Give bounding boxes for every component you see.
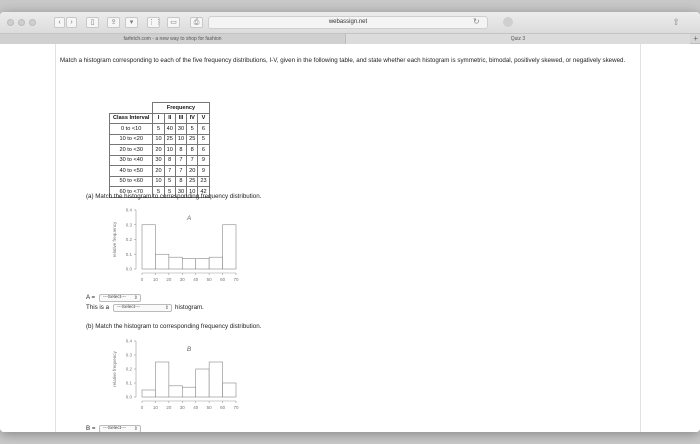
- column-header: I: [153, 113, 164, 124]
- frequency-cell: 10: [153, 134, 164, 145]
- download-button[interactable]: [125, 17, 138, 28]
- x-tick-label: 10: [152, 405, 158, 410]
- column-header: V: [198, 113, 209, 124]
- x-tick-label: 70: [233, 405, 239, 410]
- histogram-bar: [182, 387, 195, 397]
- frequency-cell: 20: [187, 166, 198, 177]
- x-tick-label: 30: [179, 277, 185, 282]
- y-tick-label: 0.2: [125, 366, 132, 372]
- frequency-cell: 25: [164, 134, 175, 145]
- sidebar-icon: ▯: [90, 19, 95, 26]
- histogram-bar: [142, 390, 155, 397]
- download-icon: ▾: [129, 19, 134, 26]
- forward-button[interactable]: [66, 17, 77, 28]
- class-interval-cell: 20 to <30: [110, 145, 153, 156]
- minimize-window-button[interactable]: [18, 19, 25, 26]
- page-content: [0, 44, 700, 432]
- frequency-cell: 8: [164, 155, 175, 166]
- x-tick-label: 60: [220, 277, 226, 282]
- histogram-bar: [155, 254, 168, 269]
- histogram-bar: [182, 259, 195, 269]
- frequency-cell: 23: [198, 176, 209, 187]
- part-a-var-label: A =: [86, 294, 96, 301]
- select-arrows-icon: ⇕: [133, 426, 138, 432]
- histogram-title: A: [186, 215, 192, 222]
- class-interval-cell: 30 to <40: [110, 155, 153, 166]
- grid-icon: ⋮⋮: [148, 19, 162, 26]
- frequency-cell: 7: [175, 166, 186, 177]
- class-interval-cell: 10 to <20: [110, 134, 153, 145]
- share-icon: ⇪: [110, 19, 117, 26]
- select-value: ---Select---: [103, 295, 126, 300]
- class-interval-cell: 40 to <50: [110, 166, 153, 177]
- x-tick-label: 60: [220, 405, 226, 410]
- x-tick-label: 20: [166, 277, 172, 282]
- close-window-button[interactable]: [7, 19, 14, 26]
- frequency-cell: 7: [187, 155, 198, 166]
- question-text: Match a histogram corresponding to each of the five frequency distributions, I-V, given in the following table, and state whether each histogram is symmetric, bimodal, positively skewed, or negatively skewed.: [60, 57, 626, 64]
- histogram-bar: [169, 386, 182, 397]
- histogram-b: [100, 335, 250, 417]
- histogram-bar: [209, 257, 222, 269]
- tab-quiz[interactable]: Quiz 3: [345, 34, 690, 44]
- frequency-cell: 7: [164, 166, 175, 177]
- histogram-a-select[interactable]: [99, 294, 141, 302]
- frequency-cell: 5: [153, 187, 164, 198]
- frequency-cell: 42: [198, 187, 209, 198]
- select-arrows-icon: ⇕: [133, 295, 138, 301]
- part-a-prompt: (a) Match the histogram to corresponding frequency distribution.: [86, 193, 262, 200]
- frequency-cell: 25: [187, 176, 198, 187]
- class-interval-cell: 60 to <70: [110, 187, 153, 198]
- frequency-cell: 10: [164, 145, 175, 156]
- frequency-cell: 5: [198, 134, 209, 145]
- x-tick-label: 10: [152, 277, 158, 282]
- frequency-cell: 20: [153, 145, 164, 156]
- y-tick-label: 0.4: [125, 338, 132, 344]
- frequency-cell: 6: [198, 124, 209, 135]
- histogram-bar: [169, 257, 182, 269]
- browser-window: [0, 12, 700, 432]
- y-tick-label: 0.2: [125, 237, 132, 243]
- histogram-bar: [196, 369, 209, 397]
- frequency-header: Frequency: [153, 103, 209, 114]
- browser-toolbar: [0, 12, 700, 34]
- column-header: IV: [187, 113, 198, 124]
- frequency-cell: 6: [198, 145, 209, 156]
- part-b-prompt: (b) Match the histogram to corresponding frequency distribution.: [86, 323, 262, 330]
- table-row: [110, 124, 210, 135]
- table-row: [110, 134, 210, 145]
- table-row: [110, 145, 210, 156]
- share-page-icon[interactable]: ⇧: [672, 17, 680, 27]
- frequency-cell: 8: [175, 176, 186, 187]
- x-tick-label: 50: [206, 405, 212, 410]
- frequency-cell: 30: [175, 187, 186, 198]
- frequency-cell: 30: [153, 155, 164, 166]
- y-tick-label: 0.0: [125, 266, 132, 272]
- address-bar[interactable]: webassign.net: [208, 16, 488, 29]
- x-tick-label: 70: [233, 277, 239, 282]
- x-tick-label: 40: [193, 277, 199, 282]
- histogram-bar: [209, 362, 222, 397]
- class-interval-cell: 50 to <60: [110, 176, 153, 187]
- image-icon: ▭: [170, 19, 177, 26]
- frequency-cell: 10: [175, 134, 186, 145]
- frequency-cell: 9: [198, 155, 209, 166]
- image-button[interactable]: [167, 17, 180, 28]
- histogram-a: [100, 204, 250, 289]
- frequency-cell: 25: [187, 134, 198, 145]
- frequency-cell: 7: [175, 155, 186, 166]
- x-tick-label: 0: [140, 405, 144, 410]
- table-row: [110, 166, 210, 177]
- table-corner: [110, 103, 153, 114]
- x-tick-label: 20: [166, 405, 172, 410]
- y-tick-label: 0.3: [125, 352, 132, 358]
- x-tick-label: 40: [193, 405, 199, 410]
- y-axis-label: relative frequency: [112, 221, 117, 258]
- histogram-word: histogram.: [175, 304, 204, 311]
- select-arrows-icon: ⇕: [164, 305, 169, 311]
- back-button[interactable]: [54, 17, 65, 28]
- frequency-cell: 5: [164, 187, 175, 198]
- class-interval-cell: 0 to <10: [110, 124, 153, 135]
- frequency-cell: 8: [187, 145, 198, 156]
- new-tab-icon[interactable]: +: [693, 34, 698, 43]
- frequency-cell: 8: [175, 145, 186, 156]
- shape-select[interactable]: [113, 304, 172, 312]
- frequency-table: [109, 102, 210, 198]
- y-axis-label: relative frequency: [112, 351, 117, 387]
- column-header: III: [175, 113, 186, 124]
- histogram-bar: [223, 225, 236, 269]
- left-divider: [55, 44, 56, 432]
- y-tick-label: 0.1: [125, 251, 132, 257]
- select-value: ---Select---: [103, 426, 126, 431]
- right-divider: [640, 44, 641, 432]
- frequency-cell: 5: [164, 176, 175, 187]
- frequency-cell: 5: [187, 124, 198, 135]
- table-row: [110, 176, 210, 187]
- frequency-cell: 40: [164, 124, 175, 135]
- frequency-cell: 10: [187, 187, 198, 198]
- extension-icon[interactable]: [503, 17, 513, 27]
- column-header: II: [164, 113, 175, 124]
- y-tick-label: 0.4: [125, 207, 132, 213]
- y-tick-label: 0.0: [125, 394, 132, 400]
- y-tick-label: 0.3: [125, 222, 132, 228]
- frequency-cell: 30: [175, 124, 186, 135]
- frequency-cell: 10: [153, 176, 164, 187]
- class-interval-header: Class Interval: [110, 113, 153, 124]
- histogram-bar: [155, 362, 168, 397]
- frequency-cell: 5: [153, 124, 164, 135]
- x-tick-label: 0: [140, 277, 144, 282]
- y-tick-label: 0.1: [125, 380, 132, 386]
- sidebar-button[interactable]: [86, 17, 99, 28]
- histogram-bar: [142, 225, 155, 269]
- print-button[interactable]: [190, 17, 203, 28]
- histogram-bar: [196, 259, 209, 269]
- grid-button[interactable]: [147, 17, 160, 28]
- histogram-bar: [223, 383, 236, 397]
- histogram-title: B: [186, 346, 192, 353]
- printer-icon: ⎙: [193, 19, 200, 26]
- frequency-cell: 20: [153, 166, 164, 177]
- select-value: ---Select---: [117, 305, 140, 310]
- tab-farfetch[interactable]: farfetch.com - a new way to shop for fashion: [0, 34, 345, 44]
- part-b-var-label: B =: [86, 425, 96, 432]
- table-row: [110, 155, 210, 166]
- share-tab-button[interactable]: [107, 17, 120, 28]
- reload-icon[interactable]: ↻: [473, 17, 480, 26]
- frequency-cell: 9: [198, 166, 209, 177]
- x-tick-label: 30: [179, 405, 185, 410]
- this-is-a-label: This is a: [86, 304, 110, 311]
- chevron-right-icon: ›: [70, 19, 73, 26]
- chevron-left-icon: ‹: [58, 19, 61, 26]
- histogram-b-select[interactable]: [99, 425, 141, 432]
- tab-bar: [0, 34, 700, 44]
- x-tick-label: 50: [206, 277, 212, 282]
- zoom-window-button[interactable]: [29, 19, 36, 26]
